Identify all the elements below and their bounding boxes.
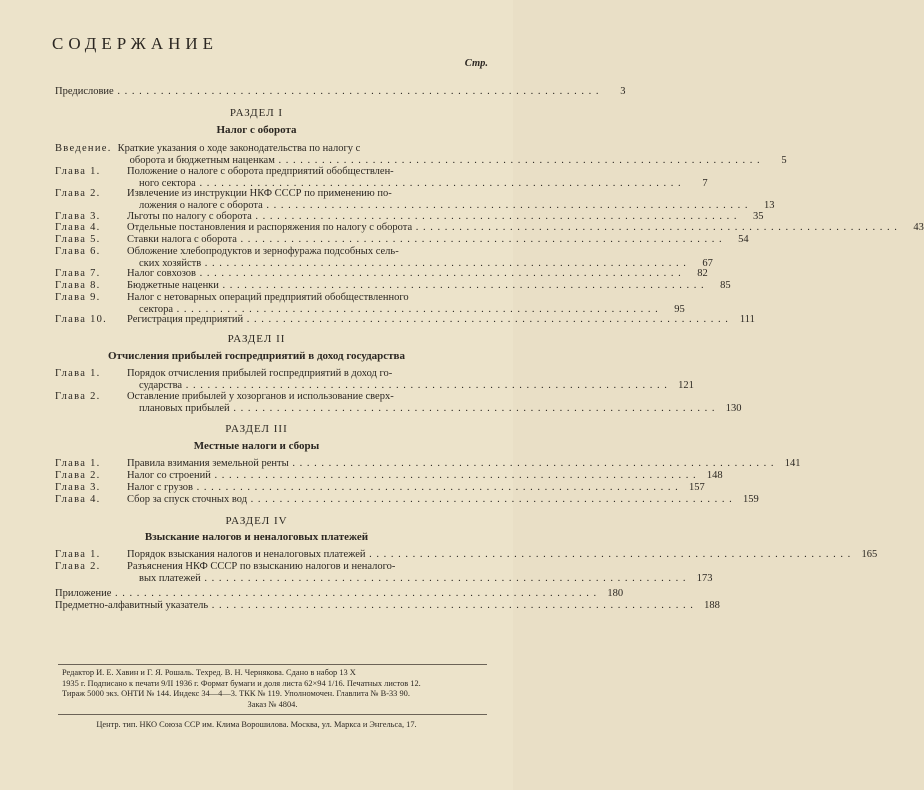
toc-entry-label: Глава 5. (55, 234, 101, 245)
toc-entry-text: Обложение хлебопродуктов и зернофуража подсобных сель- (127, 246, 399, 257)
toc-entry-text: Приложение . . . (55, 588, 597, 600)
toc-entry-text: Порядок отчисления прибылей госпредприятий в доход го- (127, 368, 393, 379)
toc-entry-text: Налог с нетоварных операций предприятий обобществленного (127, 292, 409, 303)
toc-entry-text: Налог совхозов . . . (127, 268, 682, 280)
toc-entry-text: Регистрация предприятий . . . (127, 314, 729, 326)
toc-entry-label: Глава 4. (55, 494, 101, 505)
toc-entry (55, 188, 775, 211)
toc-entry-preface (55, 86, 626, 98)
toc-entry-label: Глава 4. (55, 222, 101, 233)
toc-entry-text: Предметно-алфавитный указатель . . . (55, 600, 694, 612)
section-number: РАЗДЕЛ II (227, 333, 286, 345)
toc-entry-label: Глава 3. (55, 211, 101, 222)
toc-entry-page: 141 (784, 458, 801, 469)
toc-entry-label: Глава 2. (55, 391, 101, 402)
section-title: Отчисления прибылей госпредприятий в доход государства (107, 350, 405, 362)
toc-entry-text: Отдельные постановления и распоряжения по налогу с оборота . . . (127, 222, 898, 234)
toc-entry-text: вых платежей . . . (127, 573, 687, 585)
toc-entry-text: ских хозяйств . . . (127, 258, 687, 270)
toc-entry-page: 165 (861, 549, 878, 560)
imprint-line: Тираж 5000 экз. ОНТИ № 144. Индекс 34—4—3. ТКК № 119. Уполномочен. Главлита № В-33 90. (62, 689, 410, 698)
toc-entry-page: 159 (743, 494, 759, 505)
toc-entry (55, 561, 713, 584)
toc-entry-text: Правила взимания земельной ренты . . . (127, 458, 774, 470)
toc-entry-page: 157 (689, 482, 705, 493)
toc-entry (55, 391, 742, 414)
toc-entry-text: Налог со строений . . . (127, 470, 697, 482)
toc-entry-page: 82 (697, 268, 708, 279)
toc-entry-label: Глава 2. (55, 561, 101, 572)
section-title: Взыскание налогов и неналоговых платежей (144, 531, 369, 543)
section-number: РАЗДЕЛ IV (225, 515, 288, 527)
toc-entry-page: 95 (674, 303, 685, 315)
toc-entry-label: Глава 9. (55, 292, 101, 303)
toc-entry (55, 280, 731, 292)
toc-entry-text: Сбор за спуск сточных вод . . . (127, 494, 733, 506)
imprint-line: 1935 г. Подписано к печати 9/II 1936 г. Формат бумаги и доля листа 62×94 1/16. Печатных листов 12. (62, 678, 421, 688)
toc-entry-text: Порядок взыскания налогов и неналоговых платежей . . . (127, 549, 851, 561)
toc-entry-text: Бюджетные наценки . . . (127, 280, 705, 292)
toc-entry (55, 211, 764, 223)
toc-entry (55, 268, 708, 280)
imprint-line: Редактор И. Е. Хавин и Г. Я. Рошаль. Техред. В. Н. Чернякова. Сдано в набор 13 Х (62, 668, 356, 677)
toc-entry-page: 188 (704, 600, 720, 611)
toc-entry-page: 7 (702, 177, 708, 189)
toc-entry-label: Глава 1. (55, 549, 101, 560)
toc-entry-index (55, 600, 720, 612)
imprint-block (62, 668, 483, 710)
toc-entry-label: Глава 8. (55, 280, 101, 291)
toc-entry-label: Глава 7. (55, 268, 101, 279)
toc-entry-page: 3 (620, 86, 626, 97)
toc-entry (55, 494, 759, 506)
printer-line: Центр. тип. НКО Союза ССР им. Клима Ворошилова. Москва, ул. Маркса и Энгельса, 17. (96, 720, 417, 729)
section-number: РАЗДЕЛ I (229, 107, 284, 119)
toc-entry-page: 111 (739, 314, 755, 325)
toc-entry-text: сектора . . . (127, 304, 659, 316)
page-column-label: Стр. (464, 58, 488, 69)
section-title: Местные налоги и сборы (193, 440, 320, 452)
toc-entry-label: Глава 2. (55, 188, 101, 199)
toc-entry (55, 314, 755, 326)
toc-entry-text: Льготы по налогу с оборота . . . (127, 211, 738, 223)
toc-entry (55, 470, 723, 482)
toc-entry-label: Глава 10. (55, 314, 108, 325)
toc-entry-text: Предисловие . . . (55, 86, 599, 98)
toc-entry-page: 121 (678, 379, 694, 391)
toc-entry-text: Извлечение из инструкции НКФ СССР по применению по- (127, 188, 392, 199)
toc-entry (55, 368, 694, 391)
toc-entry-text: оборота и бюджетным наценкам . . . (118, 155, 761, 167)
toc-entry-text: Краткие указания о ходе законодательства по налогу с (117, 143, 361, 154)
toc-entry-page: 5 (781, 154, 787, 166)
toc-entry-text: ложения о налоге с оборота . . . (127, 200, 749, 212)
toc-entry (55, 234, 749, 246)
toc-entry (55, 292, 685, 315)
toc-entry-text: Ставки налога с оборота . . . (127, 234, 723, 246)
toc-entry-appendix (55, 588, 624, 600)
toc-entry (55, 246, 713, 269)
toc-entry-page: 13 (764, 199, 775, 211)
section-number: РАЗДЕЛ III (225, 423, 288, 435)
toc-entry-label: Глава 2. (55, 470, 101, 481)
imprint-line: Заказ № 4804. (247, 699, 298, 709)
toc-entry-label: Глава 1. (55, 166, 101, 177)
toc-entry-label: Глава 1. (55, 458, 101, 469)
toc-entry-page: 43 (913, 222, 924, 233)
toc-entry-page: 173 (696, 572, 713, 584)
toc-entry-label: Глава 6. (55, 246, 101, 257)
toc-entry-page: 54 (738, 234, 749, 245)
toc-entry-page: 148 (706, 470, 723, 481)
toc-entry (55, 143, 787, 166)
toc-entry-page: 130 (725, 402, 742, 414)
toc-entry-page: 180 (607, 588, 624, 599)
toc-entry (55, 222, 924, 234)
page-title: СОДЕРЖАНИЕ (52, 34, 219, 53)
toc-entry-text: Налог с грузов . . . (127, 482, 679, 494)
toc-entry-text: Положение о налоге с оборота предприятий обобществлен- (127, 166, 394, 177)
divider (58, 664, 487, 665)
toc-entry (55, 482, 705, 494)
toc-entry-label: Введение. (55, 143, 112, 154)
toc-entry-label: Глава 3. (55, 482, 101, 493)
toc-entry-page: 67 (702, 257, 713, 269)
toc-entry-label: Глава 1. (55, 368, 101, 379)
section-title: Налог с оборота (216, 124, 297, 136)
toc-entry (55, 458, 801, 470)
toc-entry-text: плановых прибылей . . . (127, 403, 715, 415)
toc-entry-text: сударства . . . (127, 380, 668, 392)
toc-entry-text: ного сектора . . . (127, 178, 682, 190)
toc-entry-page: 85 (720, 280, 731, 291)
toc-entry (55, 166, 708, 189)
toc-entry-text: Оставление прибылей у хозорганов и использование сверх- (127, 391, 394, 402)
toc-entry (55, 549, 878, 561)
toc-entry-page: 35 (753, 211, 764, 222)
divider (58, 714, 487, 715)
toc-entry-text: Разъяснения НКФ СССР по взысканию налогов и неналого- (127, 561, 396, 572)
